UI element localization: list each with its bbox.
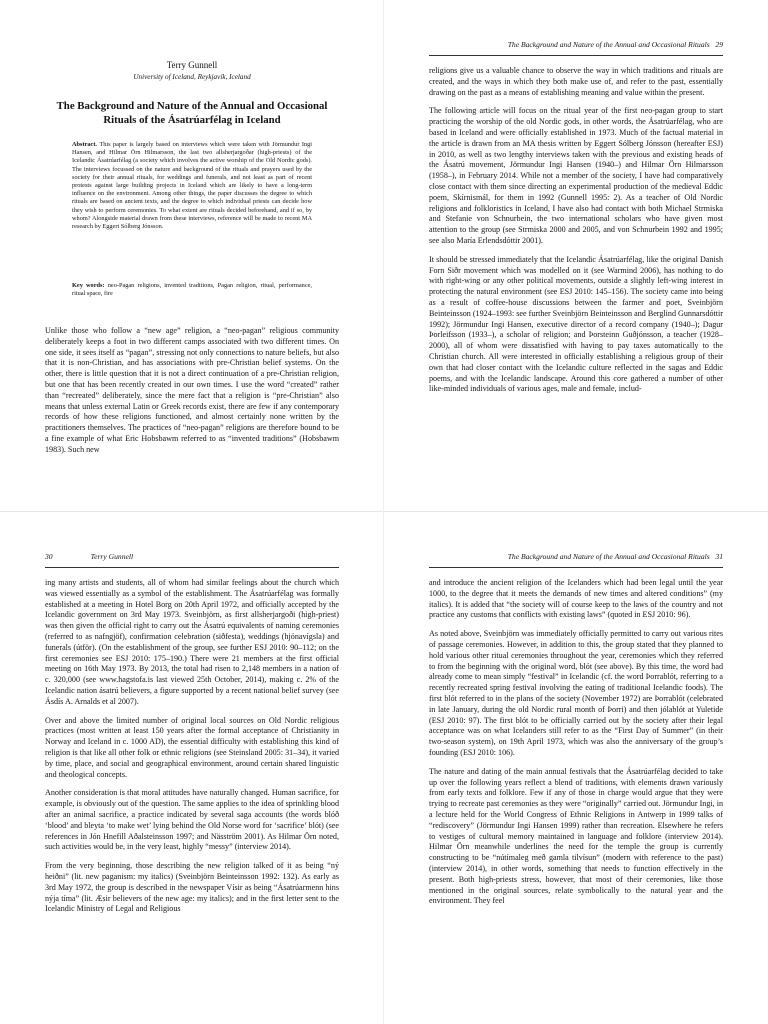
page-number: 30 xyxy=(45,552,53,561)
paragraph: The nature and dating of the main annual festivals that the Ásatrúarfélag decided to take up over the following years reflect a blend of traditions, with elements drawn variously from early texts and folklore. Few if any of those in charge would argue that they were trying to recreate past ceremonies as they were “originally” carried out. Jörmundur Ingi, in a lecture held for the World Congress of Ethnic Religions in Antwerp in 1999 talks of “rediscovery” (Jörmundur Ingi Hansen 1999) rather than recreation. Elsewhere he refers to vestiges of cultural memory maintained in language and folklore (interview 2014). Hilmar Örn meanwhile underlines the need for the temple the group is currently constructing to be “nútímaleg með gamla tilvísun” (modern with reference to the past) (interview 2014), in other words, something that needs to function effectively in the present. Both high-priests stress, however, that most of their ceremonies, like those mentioned in the original sources, relate symbolically to the natural year and the environment. They feel xyxy=(429,766,723,906)
paragraph: From the very beginning, those describing the new religion talked of it as being “ný heiðni” (lit. new paganism: my italics) (Sveinbjörn Beinteinsson 1992: 132). As early as 3rd May 1972, the group is described in the newspaper Vísir as being “Ásatrúarmenn hins nýja tíma” (lit. Æsir believers of the new age: my italics); and in the first letter sent to the Icelandic Ministry of Legal and Religious xyxy=(45,861,339,914)
page2-body xyxy=(429,66,723,395)
abstract-label: Abstract. xyxy=(72,141,98,148)
page-29 xyxy=(384,0,768,512)
page-31 xyxy=(384,512,768,1024)
paragraph: The following article will focus on the ritual year of the first neo-pagan group to start practicing the worship of the old Nordic gods, in other words, the Ásatrúarfélag, who are based in Iceland and were officially established in 1973. Much of the factual material in the article is drawn from an MA thesis written by Eggert Sólberg Jónsson (hereafter ESJ) in 2010, as well as two lengthy interviews taken with the previous and existing heads of the Ásatrú movement, Jörmundur Ingi Hansen (1940–) and Hilmar Örn Hilmarsson (1958–), in February 2014. While not a member of the society, I have had comparatively close contact with them since directing an experimental production of the medieval Eddic poem, Skírnismál, for them in 1992 (Gunnell 1995: 2). As a teacher of Old Nordic religions and folkloristics in Iceland, I have also had contact with both Michael Strmiska and Stefanie von Schnurbein, the two international scholars who have given most attention to the group (see Strmiska 2000 and 2005, and von Schnurbein 1992 and 1995; see also María Erlendsdóttir 2001). xyxy=(429,106,723,245)
abstract xyxy=(72,141,312,231)
paragraph: Unlike those who follow a “new age” religion, a “neo-pagan” religious community deliberately keeps a foot in two different camps associated with two different times. On one side, it sees itself as “pagan”, stressing not only connections to nature beliefs, but also that it is non-Christian, and has associations with pre-Christian belief systems. On the other, there is little question that it is not a direct continuation of a pre-Christian religion, but one that has been recently created in our own times. I use the word “created” rather than “recreated” deliberately, since the mere fact that a religion is “pre-Christian” also means that unless external Latin or Greek records exist, there are few if any contemporary records of how these religions functioned, and almost certainly none written by the practitioners themselves. The practices of “neo-pagan” religions are therefore bound to be a fine example of what Eric Hobsbawm referred to as “invented traditions” (Hobsbawm 1983). Such new xyxy=(45,326,339,454)
page-divider-vertical xyxy=(383,0,384,1024)
keywords-label: Key words: xyxy=(72,282,105,289)
page3-body xyxy=(45,578,339,915)
paragraph: religions give us a valuable chance to observe the way in which traditions and rituals are created, and the ways in which they both make use of, and refer to the past, essentially drawing on the past as a means of establishing meaning and value within the present. xyxy=(429,66,723,97)
header-rule xyxy=(429,567,723,568)
paragraph: ing many artists and students, all of whom had similar feelings about the church which was viewed essentially as a symbol of the establishment. The Ásatrúarfélag was formally established at a meeting in Hotel Borg on 20th April 1972, and officially accepted by the Icelandic government on 3rd May 1973. Sveinbjörn, as first allsherjargoði (high-priest) was then given the official right to carry out the Ásatrú equivalents of naming ceremonies (referred to as nafngjöf), confirmation celebration (siðfesta), weddings (hjónavígsla) and funerals (útför). (On the establishment of the group, see further ESJ 2010: 90–112; on the first ceremonies see ESJ 2010: 175–190.) There were 21 members at the first official meeting on 16th May 1973. By 2013, the total had risen to 2,148 members in a nation of c. 320,000 (see www.hagstofa.is last viewed 25th October, 2014), making c. 2% of the Icelandic nation ásatrú believers, a figure supported by a recent national belief survey (see Ásdís A. Arnalds et al 2007). xyxy=(45,578,339,706)
paragraph: It should be stressed immediately that the Icelandic Ásatrúarfélag, like the original Danish Forn Siðr movement which was modelled on it (see Warmind 2006), has nothing to do with right-wing or any other political movements, outside a slightly left-wing interest in protecting the natural environment (see ESJ 2010: 145–156). The society came into being as a result of coffee-house discussions between the farmer and poet, Sveinbjörn Beinteinsson (1924–1993: see further Sveinbjörn Beinteinsson and Berglind Gunnarsdóttir 1992); Jörmundur Ingi Hansen, executive director of a record company (1940–); Dagur Þorleifsson (1933–), a scholar of religion; and Þorsteinn Guðjónsson, a teacher (1928–2000), all of whom were dissatisfied with having to pay taxes automatically to the Christian church. All were interested in officially establishing a religious group of their own that had closer contact with the Icelandic culture reflected in the sagas and Eddic poems, and with the Icelandic landscape. Around this core gathered a number of other like-minded individuals of various ages, male and female, includ- xyxy=(429,254,723,394)
page4-body xyxy=(429,578,723,907)
keywords-text: neo-Pagan religions, invented traditions, Pagan religion, ritual, performance, ritual space, fire xyxy=(72,282,312,298)
article-title: The Background and Nature of the Annual and Occasional Rituals of the Ásatrúarfélag in Iceland xyxy=(56,100,328,126)
paragraph: and introduce the ancient religion of the Icelanders which had been legal until the year 1000, to the degree that it meets the demands of new times and altered conditions” (my italics). It is added that “the society will of course keep to the laws of the country and not practice any customs that conflicts with existing laws” (quoted in ESJ 2010: 96). xyxy=(429,578,723,620)
header-rule xyxy=(45,567,339,568)
running-head-title: The Background and Nature of the Annual and Occasional Rituals xyxy=(507,552,710,561)
running-head xyxy=(429,40,723,53)
keywords xyxy=(72,282,312,298)
page-30 xyxy=(0,512,384,1024)
page-number: 29 xyxy=(715,40,723,49)
page1-body xyxy=(45,326,339,456)
header-rule xyxy=(429,55,723,56)
header-right xyxy=(508,552,723,561)
header-right xyxy=(508,40,723,49)
running-head-author: Terry Gunnell xyxy=(90,552,134,561)
running-head xyxy=(429,552,723,565)
paragraph: As noted above, Sveinbjörn was immediately officially permitted to carry out various rites of passage ceremonies. However, in addition to this, the group stated that they planned to hold various other ritual ceremonies throughout the year, ceremonies which they referred to from the beginning with the original word, blót (see above). By this time, the word had already come to mean simply “festival” in Icelandic (cf. the word Þorrablót, referring to a recently recreated spring festival involving the eating of traditional Icelandic foods). The first blót referred to in the plans of the society (November 1972) are Þorrablót (celebrated in late January, during the old Nordic rural month of Þorri) and then jólablót at Yuletide (ESJ 2010: 97). The first blót to be officially carried out by the society after their legal acceptance was on what Icelanders still refer to as the “First Day of Summer” (in their two-season system), on 19th April 1973, which was also the anniversary of the group’s founding (ESJ 2010: 106). xyxy=(429,629,723,757)
paragraph: Over and above the limited number of original local sources on Old Nordic religious practices (most written at least 150 years after the formal acceptance of Christianity in Norway and Iceland in c. 1000 AD), the essential difficulty with establishing this kind of religion is that like all other folk or ethnic religions (see Steinsland 2005: 31–34), it varied by time, place, and social and geographical environment, around certain shared linguistic and theological concepts. xyxy=(45,715,339,779)
page-divider-horizontal xyxy=(0,511,768,512)
header-left xyxy=(45,552,133,561)
running-head-title: The Background and Nature of the Annual and Occasional Rituals xyxy=(507,40,710,49)
author-name: Terry Gunnell xyxy=(166,60,218,70)
paragraph: Another consideration is that moral attitudes have naturally changed. Human sacrifice, for example, is obviously out of the question. The same applies to the idea of sprinkling blood after an animal sacrifice, a practice indicated by several saga accounts (the words blóð ‘blood’ and bleyta ‘to make wet’ lying behind the Old Norse word for ‘sacrifice’ blót) (see references in Jón Hnefill Aðalsteinsson 1997; and Näsström 2001). As Hilmar Örn noted, such activities would be, in the very least, highly “messy” (interview 2014). xyxy=(45,788,339,852)
page-number: 31 xyxy=(715,552,723,561)
author-affiliation: University of Iceland, Reykjavík, Iceland xyxy=(133,73,251,81)
running-head xyxy=(45,552,339,565)
page-28-title-page xyxy=(0,0,384,512)
abstract-text: This paper is largely based on interviews which were taken with Jörmundur Ingi Hansen, and Hilmar Örn Hilmarsson, the last two allsherjargoðar (high-priests) of the Icelandic Ásatrúarfélag (a society which involves the active worship of the Old Nordic gods). The interviews focussed on the nature and background of the rituals and prayers used by the society for their annual rituals, for weddings and funerals, and not least as part of recent protests against large building projects in Iceland which are likely to have a long-term influence on the environment. Among other things, the paper discusses the degree to which rituals are based on ancient texts, and the degree to which individual priests can decide how they wish to perform ceremonies. To what extent are rituals decided beforehand, and if so, by whom? Alongside material drawn from these interviews, reference will be made to recent MA research by Eggert Sólberg Jónsson. xyxy=(72,141,312,231)
